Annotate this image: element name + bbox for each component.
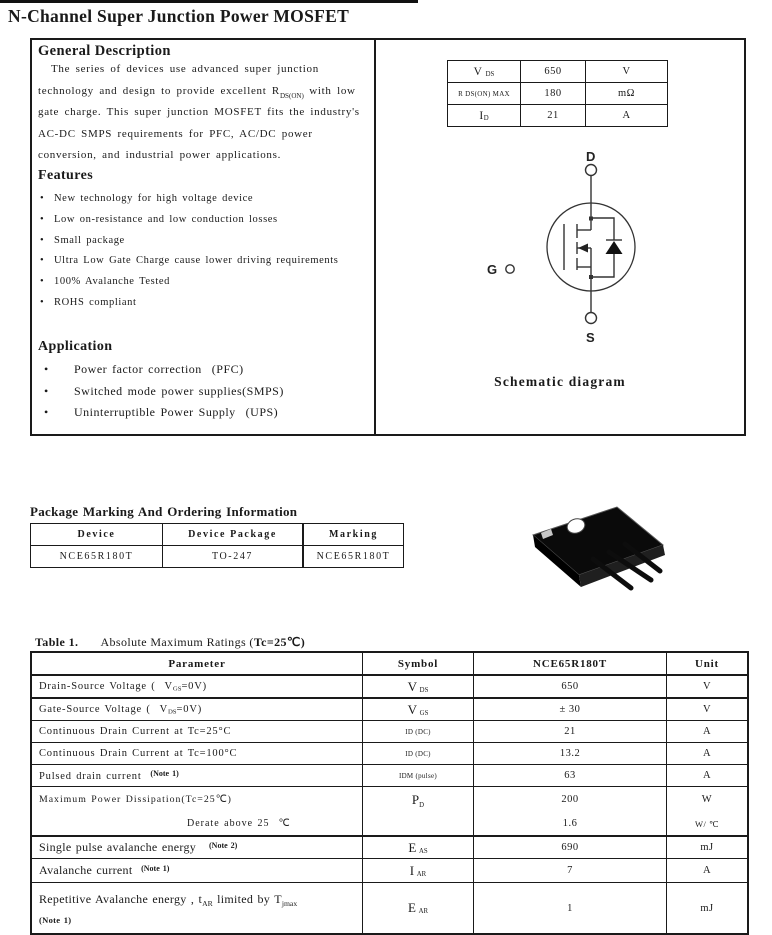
value-cell: 650: [474, 675, 667, 698]
param-text: limited by T: [212, 891, 282, 906]
feature-item: [40, 210, 338, 231]
symbol-main: I: [409, 862, 415, 878]
ordering-cell-package: TO-247: [163, 546, 304, 568]
feature-item-label: Ultra Low Gate Charge cause lower driving requirements: [54, 255, 339, 267]
table1-caption-temp: Tc=25℃): [253, 635, 306, 649]
application-heading: Application: [38, 339, 113, 354]
param-subscript: jmax: [281, 899, 298, 909]
feature-item: [40, 231, 338, 252]
value-line: 200: [561, 794, 579, 805]
top-rule: [0, 0, 418, 3]
param-cell: Continuous Drain Current at Tc=25°C: [31, 721, 363, 743]
ratings-header-cell: Parameter: [31, 652, 363, 675]
symbol-main: V: [407, 701, 418, 717]
description-line-text: with low: [303, 84, 356, 97]
description-line: gate charge. This super junction MOSFET fits the industry's: [38, 106, 360, 118]
bullet-icon: •: [44, 383, 49, 398]
ordering-header-cell: Device: [31, 524, 163, 546]
unit-line: W: [701, 794, 713, 805]
spec-symbol: [448, 105, 521, 127]
symbol-cell: [363, 883, 474, 935]
note-superscript: (Note 1): [150, 768, 179, 778]
param-cell: [31, 765, 363, 787]
ratings-header-row: [31, 652, 748, 675]
param-text: =0V): [181, 680, 207, 692]
param-cell: [31, 698, 363, 721]
value-cell: [474, 787, 667, 837]
spec-row: [448, 61, 668, 83]
unit-cell: [667, 787, 749, 837]
rdson-subscript: DS(ON): [279, 91, 304, 100]
ratings-header-cell: NCE65R180T: [474, 652, 667, 675]
application-list: [42, 359, 284, 424]
symbol-main: I: [479, 109, 484, 122]
description-line: [38, 81, 370, 103]
symbol-cell: [363, 859, 474, 883]
param-text: Drain-Source Voltage ( V: [39, 680, 173, 692]
feature-item-label: Small package: [54, 234, 125, 246]
application-item-label: Power factor correction (PFC): [74, 362, 244, 376]
symbol-cell: [363, 765, 474, 787]
param-cell: [31, 836, 363, 859]
ratings-header-cell: Unit: [667, 652, 749, 675]
value-line: 1.6: [562, 818, 578, 829]
symbol-subscript: AS: [418, 847, 428, 855]
spec-unit: A: [586, 105, 668, 127]
drain-label: D: [586, 149, 596, 164]
description-line-text: technology and design to provide excellent R: [38, 84, 280, 97]
value-cell: 13.2: [474, 743, 667, 765]
junction-dot: [589, 217, 593, 221]
unit-line: W/ ℃: [694, 819, 720, 829]
symbol-main: ID (DC): [405, 750, 431, 758]
bullet-icon: •: [44, 405, 49, 419]
schematic-caption: Schematic diagram: [494, 374, 626, 389]
ordering-header-cell: Device Package: [163, 524, 304, 546]
ordering-header-cell: Marking: [303, 524, 404, 546]
spec-symbol: [448, 83, 521, 105]
param-text: Single pulse avalanche energy: [39, 840, 197, 854]
note-superscript: (Note 2): [209, 840, 238, 850]
param-text: Gate-Source Voltage ( V: [39, 703, 168, 715]
spec-symbol: [448, 61, 521, 83]
feature-item: [40, 251, 338, 272]
body-diode-icon: [606, 241, 623, 254]
ordering-cell-device: NCE65R180T: [31, 546, 163, 568]
symbol-subscript: DS: [419, 686, 429, 694]
unit-cell: A: [667, 765, 749, 787]
quick-specs-table: [447, 60, 668, 127]
absolute-maximum-ratings-table: [30, 651, 749, 935]
spec-value: 650: [521, 61, 586, 83]
param-text: Derate above 25 ℃: [187, 818, 291, 829]
feature-item: [40, 272, 338, 293]
param-text: Maximum Power Dissipation(Tc=25℃): [39, 794, 232, 805]
ratings-header-cell: Symbol: [363, 652, 474, 675]
bullet-icon: •: [40, 276, 45, 288]
table-row: [31, 743, 748, 765]
bullet-icon: •: [40, 255, 45, 267]
unit-cell: mJ: [667, 836, 749, 859]
table1-caption: [35, 635, 305, 650]
bullet-icon: •: [40, 234, 45, 246]
features-list: [40, 189, 338, 314]
table-row: [31, 721, 748, 743]
general-description-heading: General Description: [38, 43, 171, 59]
ordering-heading: Package Marking And Ordering Information: [30, 504, 298, 519]
symbol-main: E: [407, 900, 416, 915]
feature-item: [40, 293, 338, 314]
param-text: Repetitive Avalanche energy , t: [39, 891, 203, 906]
ordering-data-row: [31, 546, 404, 568]
description-line: The series of devices use advanced super junction: [51, 63, 319, 75]
bullet-icon: •: [40, 213, 45, 225]
unit-cell: mJ: [667, 883, 749, 935]
symbol-subscript: D: [419, 802, 425, 810]
description-line: conversion, and industrial power applications.: [38, 149, 282, 161]
param-subscript: GS: [172, 685, 182, 693]
symbol-cell: [363, 743, 474, 765]
param-text: =0V): [176, 703, 202, 715]
page-title: N-Channel Super Junction Power MOSFET: [8, 6, 350, 26]
to247-package-image: [505, 495, 700, 625]
param-cell: [31, 675, 363, 698]
feature-item-label: 100% Avalanche Tested: [54, 276, 170, 288]
table-row: [31, 698, 748, 721]
ordering-table: [30, 523, 404, 568]
symbol-subscript: AR: [418, 907, 429, 915]
bullet-icon: •: [40, 296, 45, 308]
ordering-cell-marking: NCE65R180T: [303, 546, 404, 568]
ordering-header-row: [31, 524, 404, 546]
param-text: Avalanche current: [39, 863, 133, 877]
symbol-main: P: [411, 792, 420, 807]
spec-value: 21: [521, 105, 586, 127]
param-subscript: DS: [167, 708, 177, 716]
value-cell: 1: [474, 883, 667, 935]
application-item: [42, 402, 284, 424]
unit-cell: V: [667, 675, 749, 698]
table-row: [31, 859, 748, 883]
symbol-subscript: AR: [416, 870, 427, 878]
param-cell: [31, 859, 363, 883]
param-text: Pulsed drain current: [39, 771, 142, 783]
application-item: [42, 359, 284, 381]
mosfet-arrow-icon: [578, 244, 588, 253]
mosfet-schematic-diagram: [442, 147, 742, 357]
symbol-subscript: D: [483, 114, 489, 122]
table-row: [31, 883, 748, 935]
symbol-main: IDM (pulse): [398, 772, 438, 780]
param-cell: Continuous Drain Current at Tc=100°C: [31, 743, 363, 765]
application-item-label: Uninterruptible Power Supply (UPS): [74, 405, 279, 419]
symbol-subscript: GS: [419, 709, 429, 717]
description-line: AC-DC SMPS requirements for PFC, AC/DC power: [38, 127, 313, 140]
symbol-cell: [363, 675, 474, 698]
application-item: [42, 381, 284, 403]
value-cell: ± 30: [474, 698, 667, 721]
unit-cell: V: [667, 698, 749, 721]
unit-cell: A: [667, 743, 749, 765]
feature-item-label: Low on-resistance and low conduction losses: [54, 213, 278, 225]
spec-value: 180: [521, 83, 586, 105]
symbol-cell: [363, 836, 474, 859]
value-cell: 7: [474, 859, 667, 883]
source-label: S: [586, 330, 595, 345]
table1-caption-text: Absolute Maximum Ratings (: [100, 635, 254, 649]
unit-cell: A: [667, 859, 749, 883]
table-row: [31, 836, 748, 859]
bullet-icon: •: [40, 193, 45, 204]
feature-item-label: ROHS compliant: [54, 296, 137, 308]
symbol-main: E: [408, 839, 417, 855]
symbol-main: R DS(ON) MAX: [458, 90, 510, 98]
param-text-line: [39, 891, 362, 912]
table-row: [31, 675, 748, 698]
features-heading: Features: [38, 168, 94, 183]
symbol-cell: [363, 721, 474, 743]
param-subscript: AR: [202, 899, 213, 909]
feature-item-label: New technology for high voltage device: [54, 193, 254, 204]
unit-cell: A: [667, 721, 749, 743]
symbol-subscript: DS: [485, 70, 495, 78]
table-row: [31, 765, 748, 787]
param-cell: [31, 883, 363, 935]
bullet-icon: •: [44, 362, 49, 376]
param-cell: [31, 787, 363, 837]
symbol-cell: [363, 698, 474, 721]
junction-dot: [589, 275, 593, 279]
spec-unit: mΩ: [586, 83, 668, 105]
symbol-main: V: [407, 678, 418, 694]
symbol-cell: [363, 787, 474, 837]
spec-unit: V: [586, 61, 668, 83]
table-row: [31, 787, 748, 837]
overview-box: [30, 38, 746, 436]
note-line: (Note 1): [39, 915, 72, 926]
spec-row: [448, 105, 668, 127]
feature-item: [40, 189, 338, 210]
description-paragraph: [38, 59, 370, 167]
symbol-main: ID (DC): [405, 728, 431, 736]
value-cell: 21: [474, 721, 667, 743]
gate-label: G: [487, 262, 498, 277]
value-cell: 63: [474, 765, 667, 787]
symbol-main: V: [473, 65, 483, 78]
spec-row: [448, 83, 668, 105]
table1-caption-label: Table 1.: [35, 635, 79, 649]
note-superscript: (Note 1): [141, 863, 170, 873]
value-cell: 690: [474, 836, 667, 859]
application-item-label: Switched mode power supplies(SMPS): [74, 383, 284, 398]
